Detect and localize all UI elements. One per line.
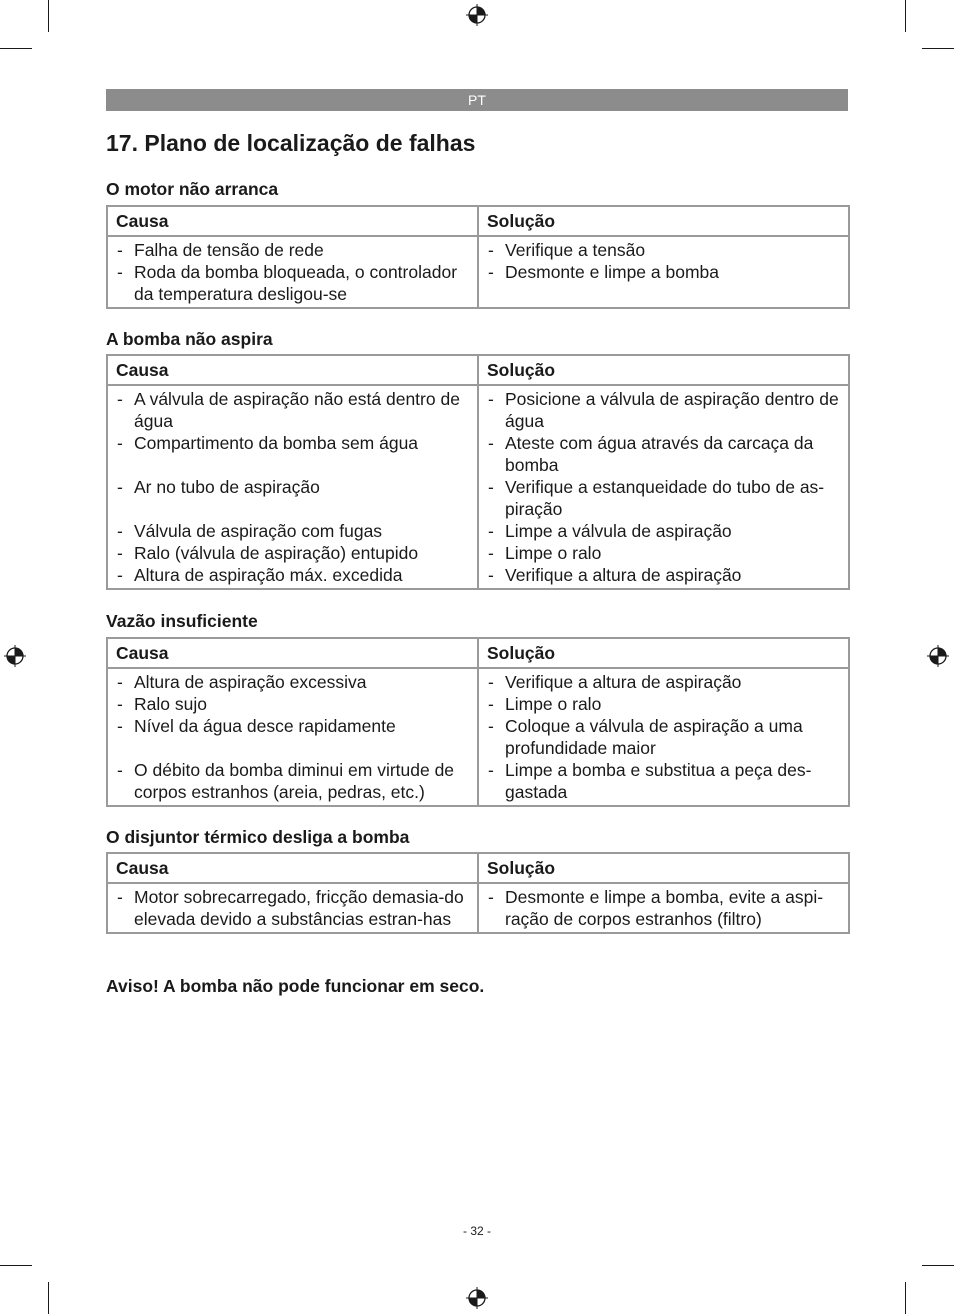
- crop-mark: [48, 1282, 49, 1314]
- solution-cell: [478, 236, 849, 308]
- column-header-solution: Solução: [478, 638, 849, 668]
- troubleshooting-table-thermal-breaker: [106, 852, 850, 934]
- list-item: - Limpe o ralo: [487, 542, 842, 564]
- list-item: - Limpe a bomba e substitua a peça des-gastada: [487, 759, 842, 803]
- crop-mark: [905, 0, 906, 32]
- list-item: - Ralo sujo: [116, 693, 471, 715]
- solution-cell: [478, 668, 849, 806]
- section-title-thermal-breaker: O disjuntor térmico desliga a bomba: [106, 827, 410, 847]
- list-item: - Roda da bomba bloqueada, o controlador da temperatura desligou-se: [116, 261, 471, 305]
- crop-mark: [0, 1265, 32, 1266]
- section-title-motor: O motor não arranca: [106, 179, 279, 199]
- registration-mark-icon: [4, 645, 26, 667]
- list-item: - Verifique a altura de aspiração: [487, 671, 842, 693]
- list-item: - Desmonte e limpe a bomba: [487, 261, 842, 283]
- list-item: - A válvula de aspiração não está dentro de água: [116, 388, 471, 432]
- list-item: - Posicione a válvula de aspiração dentro de água: [487, 388, 842, 432]
- list-item: - Falha de tensão de rede: [116, 239, 471, 261]
- crop-mark: [922, 48, 954, 49]
- list-item: - Limpe a válvula de aspiração: [487, 520, 842, 542]
- list-item: - Ralo (válvula de aspiração) entupido: [116, 542, 471, 564]
- solution-cell: [478, 385, 849, 589]
- page-title: 17. Plano de localização de falhas: [106, 130, 476, 156]
- column-header-cause: Causa: [107, 206, 478, 236]
- list-item: - Verifique a tensão: [487, 239, 842, 261]
- warning-text: Aviso! A bomba não pode funcionar em seco.: [106, 976, 485, 996]
- list-item: - O débito da bomba diminui em virtude de corpos estranhos (areia, pedras, etc.): [116, 759, 471, 803]
- list-item: - Altura de aspiração máx. excedida: [116, 564, 471, 586]
- list-item: - Verifique a estanqueidade do tubo de as-piração: [487, 476, 842, 520]
- section-title-no-suction: A bomba não aspira: [106, 329, 273, 349]
- crop-mark: [48, 0, 49, 32]
- list-item: - Altura de aspiração excessiva: [116, 671, 471, 693]
- solution-cell: [478, 883, 849, 933]
- column-header-cause: Causa: [107, 853, 478, 883]
- crop-mark: [922, 1265, 954, 1266]
- list-item: - Ar no tubo de aspiração: [116, 476, 471, 520]
- registration-mark-icon: [927, 645, 949, 667]
- registration-mark-icon: [466, 1287, 488, 1309]
- list-item: - Ateste com água através da carcaça da bomba: [487, 432, 842, 476]
- column-header-solution: Solução: [478, 853, 849, 883]
- list-item: - Válvula de aspiração com fugas: [116, 520, 471, 542]
- list-item: - Nível da água desce rapidamente: [116, 715, 471, 759]
- cause-cell: [107, 236, 478, 308]
- page-number: - 32 -: [462, 1224, 491, 1238]
- list-item: - Compartimento da bomba sem água: [116, 432, 471, 476]
- language-header-bar: PT: [106, 89, 848, 111]
- list-item: - Desmonte e limpe a bomba, evite a aspi-ração de corpos estranhos (filtro): [487, 886, 842, 930]
- section-title-low-flow: Vazão insuficiente: [106, 611, 258, 631]
- registration-mark-icon: [466, 4, 488, 26]
- cause-cell: [107, 668, 478, 806]
- list-item: - Coloque a válvula de aspiração a uma profundidade maior: [487, 715, 842, 759]
- troubleshooting-table-motor: [106, 205, 850, 309]
- crop-mark: [905, 1282, 906, 1314]
- troubleshooting-table-low-flow: [106, 637, 850, 807]
- column-header-cause: Causa: [107, 638, 478, 668]
- cause-cell: [107, 385, 478, 589]
- list-item: - Limpe o ralo: [487, 693, 842, 715]
- column-header-cause: Causa: [107, 355, 478, 385]
- cause-cell: [107, 883, 478, 933]
- column-header-solution: Solução: [478, 355, 849, 385]
- column-header-solution: Solução: [478, 206, 849, 236]
- list-item: - Verifique a altura de aspiração: [487, 564, 842, 586]
- list-item: - Motor sobrecarregado, fricção demasia-do elevada devido a substâncias estran-has: [116, 886, 471, 930]
- troubleshooting-table-no-suction: [106, 354, 850, 590]
- crop-mark: [0, 48, 32, 49]
